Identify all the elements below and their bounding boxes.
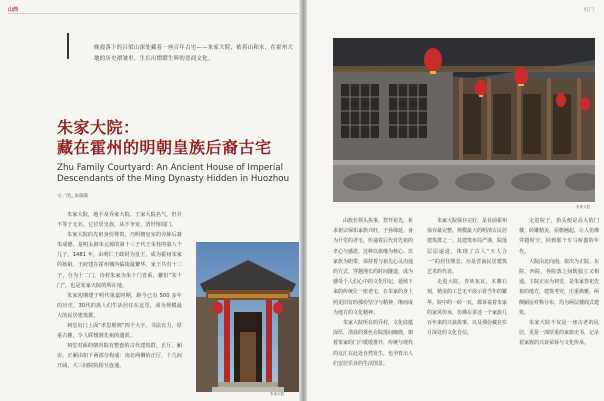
text-column-3 [519,216,599,349]
photo-caption: 朱家大院 [576,205,591,209]
courtyard-illustration [333,38,595,202]
body-paragraph: 朱家大院，地不及乔家大院、王家大院名气，但并不等于无名。它位居皇族，从不争宠，清世馆闻门。 [57,212,182,229]
body-paragraph: 朱家大院的先祖身份尊贵，乃明朝皇室的旁脉后裔朱成德。是明太祖朱元璋的第十三子代王朱桂的第八个儿子。1481 年，由明仁王政封为皇王，成为霍州朱家的始祖。王府建在霍州城内临街最繁华。家王共有十二子，分为十二门，诗村朱家为朱十门直系，繁衍“朱十门”，也是朱家大院的所在地。 [57,232,182,289]
body-paragraph: 朱家大院保存完好，是目前霍州保存最完整、规模最大的明清古民居建筑群之一。其建筑布局严谨，院落层层递进，体现了古人“天人合一”的居住理念，亦是晋南民居建筑艺术的代表。 [427,218,508,276]
right-body-text [333,216,599,396]
intro-paragraph: 晚霞落下的吕梁山深处藏着一座百年古宅——朱家大院，依着山和水，在霍州大地的历史褶皱里，生长出熠熠生辉的晋商文化。 [94,45,294,62]
page-header: 红门 [583,7,594,13]
body-paragraph: 大院由北向南，依次为正院、东院、西院，各院落之间既独立又相通。主院正房为祠堂，是朱家祭祀先祖的地方，建筑考究，庄重典雅，两侧厢房对称分布，均为两层楼阁式建筑。 [519,258,600,316]
courtyard-photo [333,38,595,202]
left-body-text [57,210,182,372]
body-paragraph: 由族长领头执事，祭拜祖先，祈求祖宗保佑家族兴旺，子孙绵延。身为升堂的老宅，传递着后代对先祖的孝心与感恩，这种以血缘为核心、以家族为纽带，保持着与祖先心灵沟通的方式，穿越漫长的时间隧道，成为感受千人们心中的文化印记，延续下来的传统让一座老宅，在朱家的身上照见旧有的那份坚守与精神，继而成为地方的文化精神。 [333,218,414,316]
section-tag: 山西 [8,7,19,13]
gate-illustration [196,242,300,392]
byline: 文／图_ 朱晓晖 [57,194,89,199]
text-column-2 [427,216,507,338]
body-paragraph: 朱家大院所在的乔村，文化底蕴深厚，清晨的雾色在院落间缠绕，朝着朱家的门户缓缓推开，传统与现代的交汇在此处自然发生，也孕育出人们安居乐业的生活图景。 [333,320,414,367]
title-line-1: 朱家大院： [57,118,140,137]
right-page [307,0,604,401]
body-paragraph: 祠堂出门上面“孝思维则”四个大字，书法有力，厚重古雅，令人联想到先祖的遗训。 [57,323,182,340]
body-paragraph: 走进院子，抬头便是高大的门楼，砖雕精美，屋檐翘起，让人仿佛穿越时空，回到那个车马喧嚣的年代。 [519,218,600,255]
title-line-2: 藏在霍州的明朝皇族后裔古宅 [57,138,272,157]
article-title-english: Zhu Family Courtyard: An Ancient House of Imperial Descendants of the Ming Dynasty Hidden in Huozhou [57,163,290,184]
header-rule [8,13,298,14]
body-paragraph: 朱家大院不仅是一座古老的民居，更是一部厚重的家族史书，记录着家族的兴衰荣辱与文化传承。 [519,320,600,347]
body-paragraph: 祠堂对面的朝内院有整套的古代建筑群，正厅、厢房、正厢由如下两部分构成：南北两侧的正厅，十几间开阔，大三间院院相互连通。 [57,343,182,370]
article-title-chinese [57,118,272,158]
body-paragraph: 朱家初期建于明代第嘉时期，距今已有 500 多年的历史，30代的族人们生活居住在这里，成为规模最大的民居建筑群。 [57,292,182,319]
photo-caption: 朱家大院 [270,392,285,396]
gate-photo [196,242,300,392]
text-column-1 [333,216,413,369]
body-paragraph: 走进大院，青砖灰瓦，木雕石刻，精美的工艺无不展示着当年的繁华。院中的一砖一瓦，都诉说着朱家的家风传承，仿佛在讲述一个家族几百年来的兴衰故事，以及那份藏在岁月深处的文化自信。 [427,279,508,337]
intro-accent-bar [67,33,69,59]
